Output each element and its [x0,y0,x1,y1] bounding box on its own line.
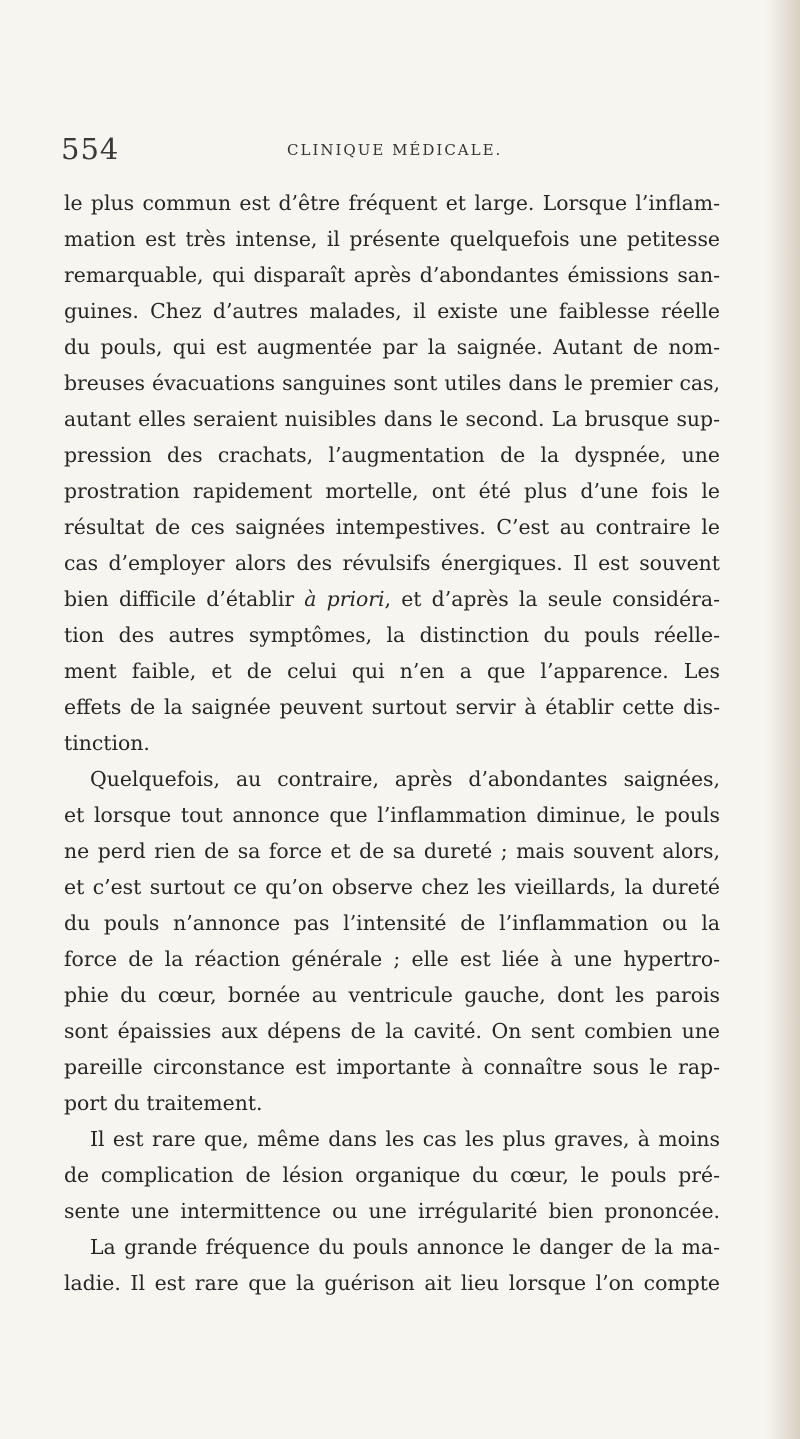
text-segment: bien difficile d’établir [64,587,305,611]
text-line: de complication de lésion organique du cœur, le pouls pré- [64,1163,720,1187]
page-header [61,132,721,172]
paragraph-start-line: Quelquefois, au contraire, après d’abondantes saignées, [90,767,720,791]
text-line: sont épaissies aux dépens de la cavité. On sent combien une [64,1019,720,1043]
paragraph-start-line: Il est rare que, même dans les cas les plus graves, à moins [90,1127,720,1151]
text-line: ladie. Il est rare que la guérison ait lieu lorsque l’on compte [64,1271,720,1295]
paragraph-start-line: La grande fréquence du pouls annonce le danger de la ma- [90,1235,720,1259]
text-line: du pouls n’annonce pas l’intensité de l’inflammation ou la [64,911,720,935]
text-line: cas d’employer alors des révulsifs énergiques. Il est souvent [64,551,720,575]
text-line: et c’est surtout ce qu’on observe chez les vieillards, la dureté [64,875,720,899]
text-line: ne perd rien de sa force et de sa dureté ; mais souvent alors, [64,839,720,863]
page-edge-shadow [766,0,800,1439]
text-line: ment faible, et de celui qui n’en a que l’apparence. Les [64,659,720,683]
text-line: autant elles seraient nuisibles dans le second. La brusque sup- [64,407,720,431]
text-line: sente une intermittence ou une irrégularité bien prononcée. [64,1199,720,1223]
text-line: tinction. [64,731,150,755]
running-title: CLINIQUE MÉDICALE. [287,141,503,159]
text-line: phie du cœur, bornée au ventricule gauche, dont les parois [64,983,720,1007]
text-line: du pouls, qui est augmentée par la saignée. Autant de nom- [64,335,720,359]
text-line: résultat de ces saignées intempestives. C’est au contraire le [64,515,720,539]
body-text [64,185,720,1301]
text-line: mation est très intense, il présente quelquefois une petitesse [64,227,720,251]
text-line: pareille circonstance est importante à connaître sous le rap- [64,1055,720,1079]
text-line-with-italic [64,581,720,617]
text-line: tion des autres symptômes, la distinction du pouls réelle- [64,623,720,647]
page-number: 554 [61,132,120,166]
text-line: remarquable, qui disparaît après d’abondantes émissions san- [64,263,720,287]
text-line: port du traitement. [64,1091,263,1115]
text-line: guines. Chez d’autres malades, il existe une faiblesse réelle [64,299,720,323]
text-segment: , et d’après la seule considéra- [384,587,720,611]
text-line: force de la réaction générale ; elle est liée à une hypertro- [64,947,720,971]
text-line: breuses évacuations sanguines sont utiles dans le premier cas, [64,371,720,395]
text-line: pression des crachats, l’augmentation de la dyspnée, une [64,443,720,467]
italic-phrase: à priori [304,587,385,611]
text-line: effets de la saignée peuvent surtout servir à établir cette dis- [64,695,720,719]
text-line: et lorsque tout annonce que l’inflammation diminue, le pouls [64,803,720,827]
text-line: le plus commun est d’être fréquent et large. Lorsque l’inflam- [64,191,720,215]
text-line: prostration rapidement mortelle, ont été plus d’une fois le [64,479,720,503]
